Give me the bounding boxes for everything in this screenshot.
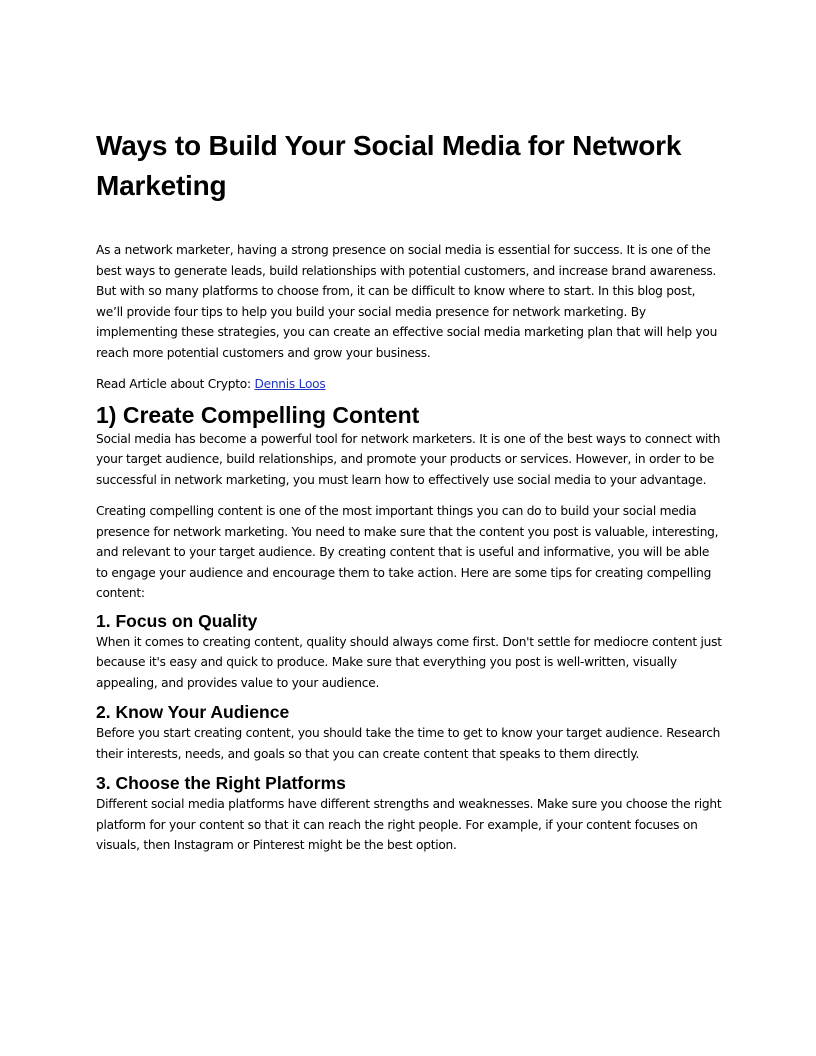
tip-heading: 2. Know Your Audience	[96, 702, 290, 722]
dennis-loos-link[interactable]: Dennis Loos	[254, 377, 326, 391]
tip-text: Different social media platforms have different strengths and weaknesses. Make sure you choose the right platform for your content so that it can reach the right people. For example, if your content focuses on visuals, then Instagram or Pinterest might be the best option.	[96, 797, 722, 852]
tip-heading: 3. Choose the Right Platforms	[96, 773, 346, 793]
page-title: Ways to Build Your Social Media for Network Marketing	[96, 130, 682, 201]
tip-text: Before you start creating content, you should take the time to get to know your target audience. Research their interests, needs, and goals so that you can create content that speaks to them directly.	[96, 726, 721, 761]
tip-text: When it comes to creating content, quality should always come first. Don't settle for mediocre content just because it's easy and quick to produce. Make sure that everything you post is well-written, visually appealing, and provides value to your audience.	[96, 634, 722, 690]
section-heading: 1) Create Compelling Content	[96, 401, 420, 428]
section-paragraph: Social media has become a powerful tool for network marketers. It is one of the best ways to connect with your target audience, build relationships, and promote your products or services. However, in order to be successful in network marketing, you must learn how to effectively use social media to your advantage.	[96, 431, 721, 487]
read-article-prefix: Read Article about Crypto:	[96, 377, 255, 391]
tip-heading: 1. Focus on Quality	[96, 610, 258, 631]
section-paragraph: Creating compelling content is one of the most important things you can do to build your social media presence for network marketing. You need to make sure that the content you post is valuable, interesting, and relevant to your target audience. By creating content that is useful and informative, you will be able to engage your audience and encourage them to take action. Here are some tips for creating compelling content:	[96, 504, 719, 600]
intro-paragraph: As a network marketer, having a strong presence on social media is essential for success. It is one of the best ways to generate leads, build relationships with potential customers, and increase brand awareness. But with so many platforms to choose from, it can be difficult to know where to start. In this blog post, we’ll provide four tips to help you build your social media presence for network marketing. By implementing these strategies, you can create an effective social media marketing plan that will help you reach more potential customers and grow your business.	[96, 243, 718, 360]
document-page	[96, 126, 724, 867]
read-article-line	[96, 374, 724, 395]
